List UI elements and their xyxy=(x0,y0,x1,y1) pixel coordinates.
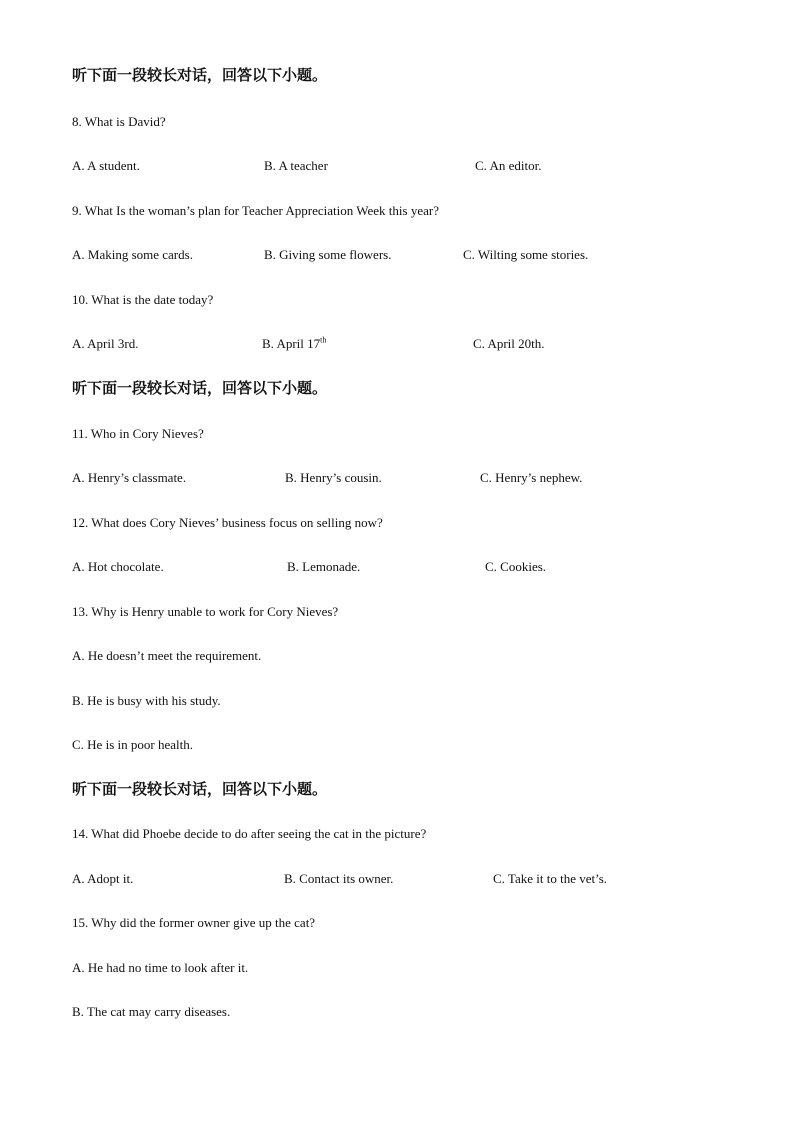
q11-option-a: A. Henry’s classmate. xyxy=(72,470,187,485)
q14-option-b: B. Contact its owner. xyxy=(284,871,394,886)
q12-option-b: B. Lemonade. xyxy=(287,559,361,574)
q10-option-b-text: B. April 17 xyxy=(262,336,321,351)
q12-option-a: A. Hot chocolate. xyxy=(72,559,164,574)
q14-option-c: C. Take it to the vet’s. xyxy=(493,871,608,886)
q14-option-a: A. Adopt it. xyxy=(72,871,134,886)
question-10: 10. What is the date today? xyxy=(72,292,214,307)
q13-option-b: B. He is busy with his study. xyxy=(72,693,221,708)
q10-option-a: A. April 3rd. xyxy=(72,336,139,351)
q8-option-b: B. A teacher xyxy=(264,158,328,173)
q15-option-a: A. He had no time to look after it. xyxy=(72,960,249,975)
section-heading: 听下面一段较长对话，回答以下小题。 xyxy=(72,379,328,397)
q12-option-c: C. Cookies. xyxy=(485,559,547,574)
section-heading: 听下面一段较长对话，回答以下小题。 xyxy=(72,66,328,84)
q11-option-c: C. Henry’s nephew. xyxy=(480,470,583,485)
q8-option-c: C. An editor. xyxy=(475,158,542,173)
q10-option-b xyxy=(262,336,326,352)
q13-option-a: A. He doesn’t meet the requirement. xyxy=(72,648,262,663)
q9-option-b: B. Giving some flowers. xyxy=(264,247,392,262)
question-13: 13. Why is Henry unable to work for Cory Nieves? xyxy=(72,604,339,619)
question-11: 11. Who in Cory Nieves? xyxy=(72,426,204,441)
q10-option-b-ordinal: th xyxy=(320,335,327,345)
q13-option-c: C. He is in poor health. xyxy=(72,737,193,752)
q10-option-c: C. April 20th. xyxy=(473,336,545,351)
question-9: 9. What Is the woman’s plan for Teacher Appreciation Week this year? xyxy=(72,203,439,218)
question-15: 15. Why did the former owner give up the cat? xyxy=(72,915,316,930)
q9-option-a: A. Making some cards. xyxy=(72,247,193,262)
q15-option-b: B. The cat may carry diseases. xyxy=(72,1004,231,1019)
q8-option-a: A. A student. xyxy=(72,158,140,173)
q9-option-c: C. Wilting some stories. xyxy=(463,247,589,262)
q11-option-b: B. Henry’s cousin. xyxy=(285,470,382,485)
section-heading: 听下面一段较长对话，回答以下小题。 xyxy=(72,780,328,798)
question-14: 14. What did Phoebe decide to do after seeing the cat in the picture? xyxy=(72,826,427,841)
question-8: 8. What is David? xyxy=(72,114,166,129)
question-12: 12. What does Cory Nieves’ business focus on selling now? xyxy=(72,515,383,530)
